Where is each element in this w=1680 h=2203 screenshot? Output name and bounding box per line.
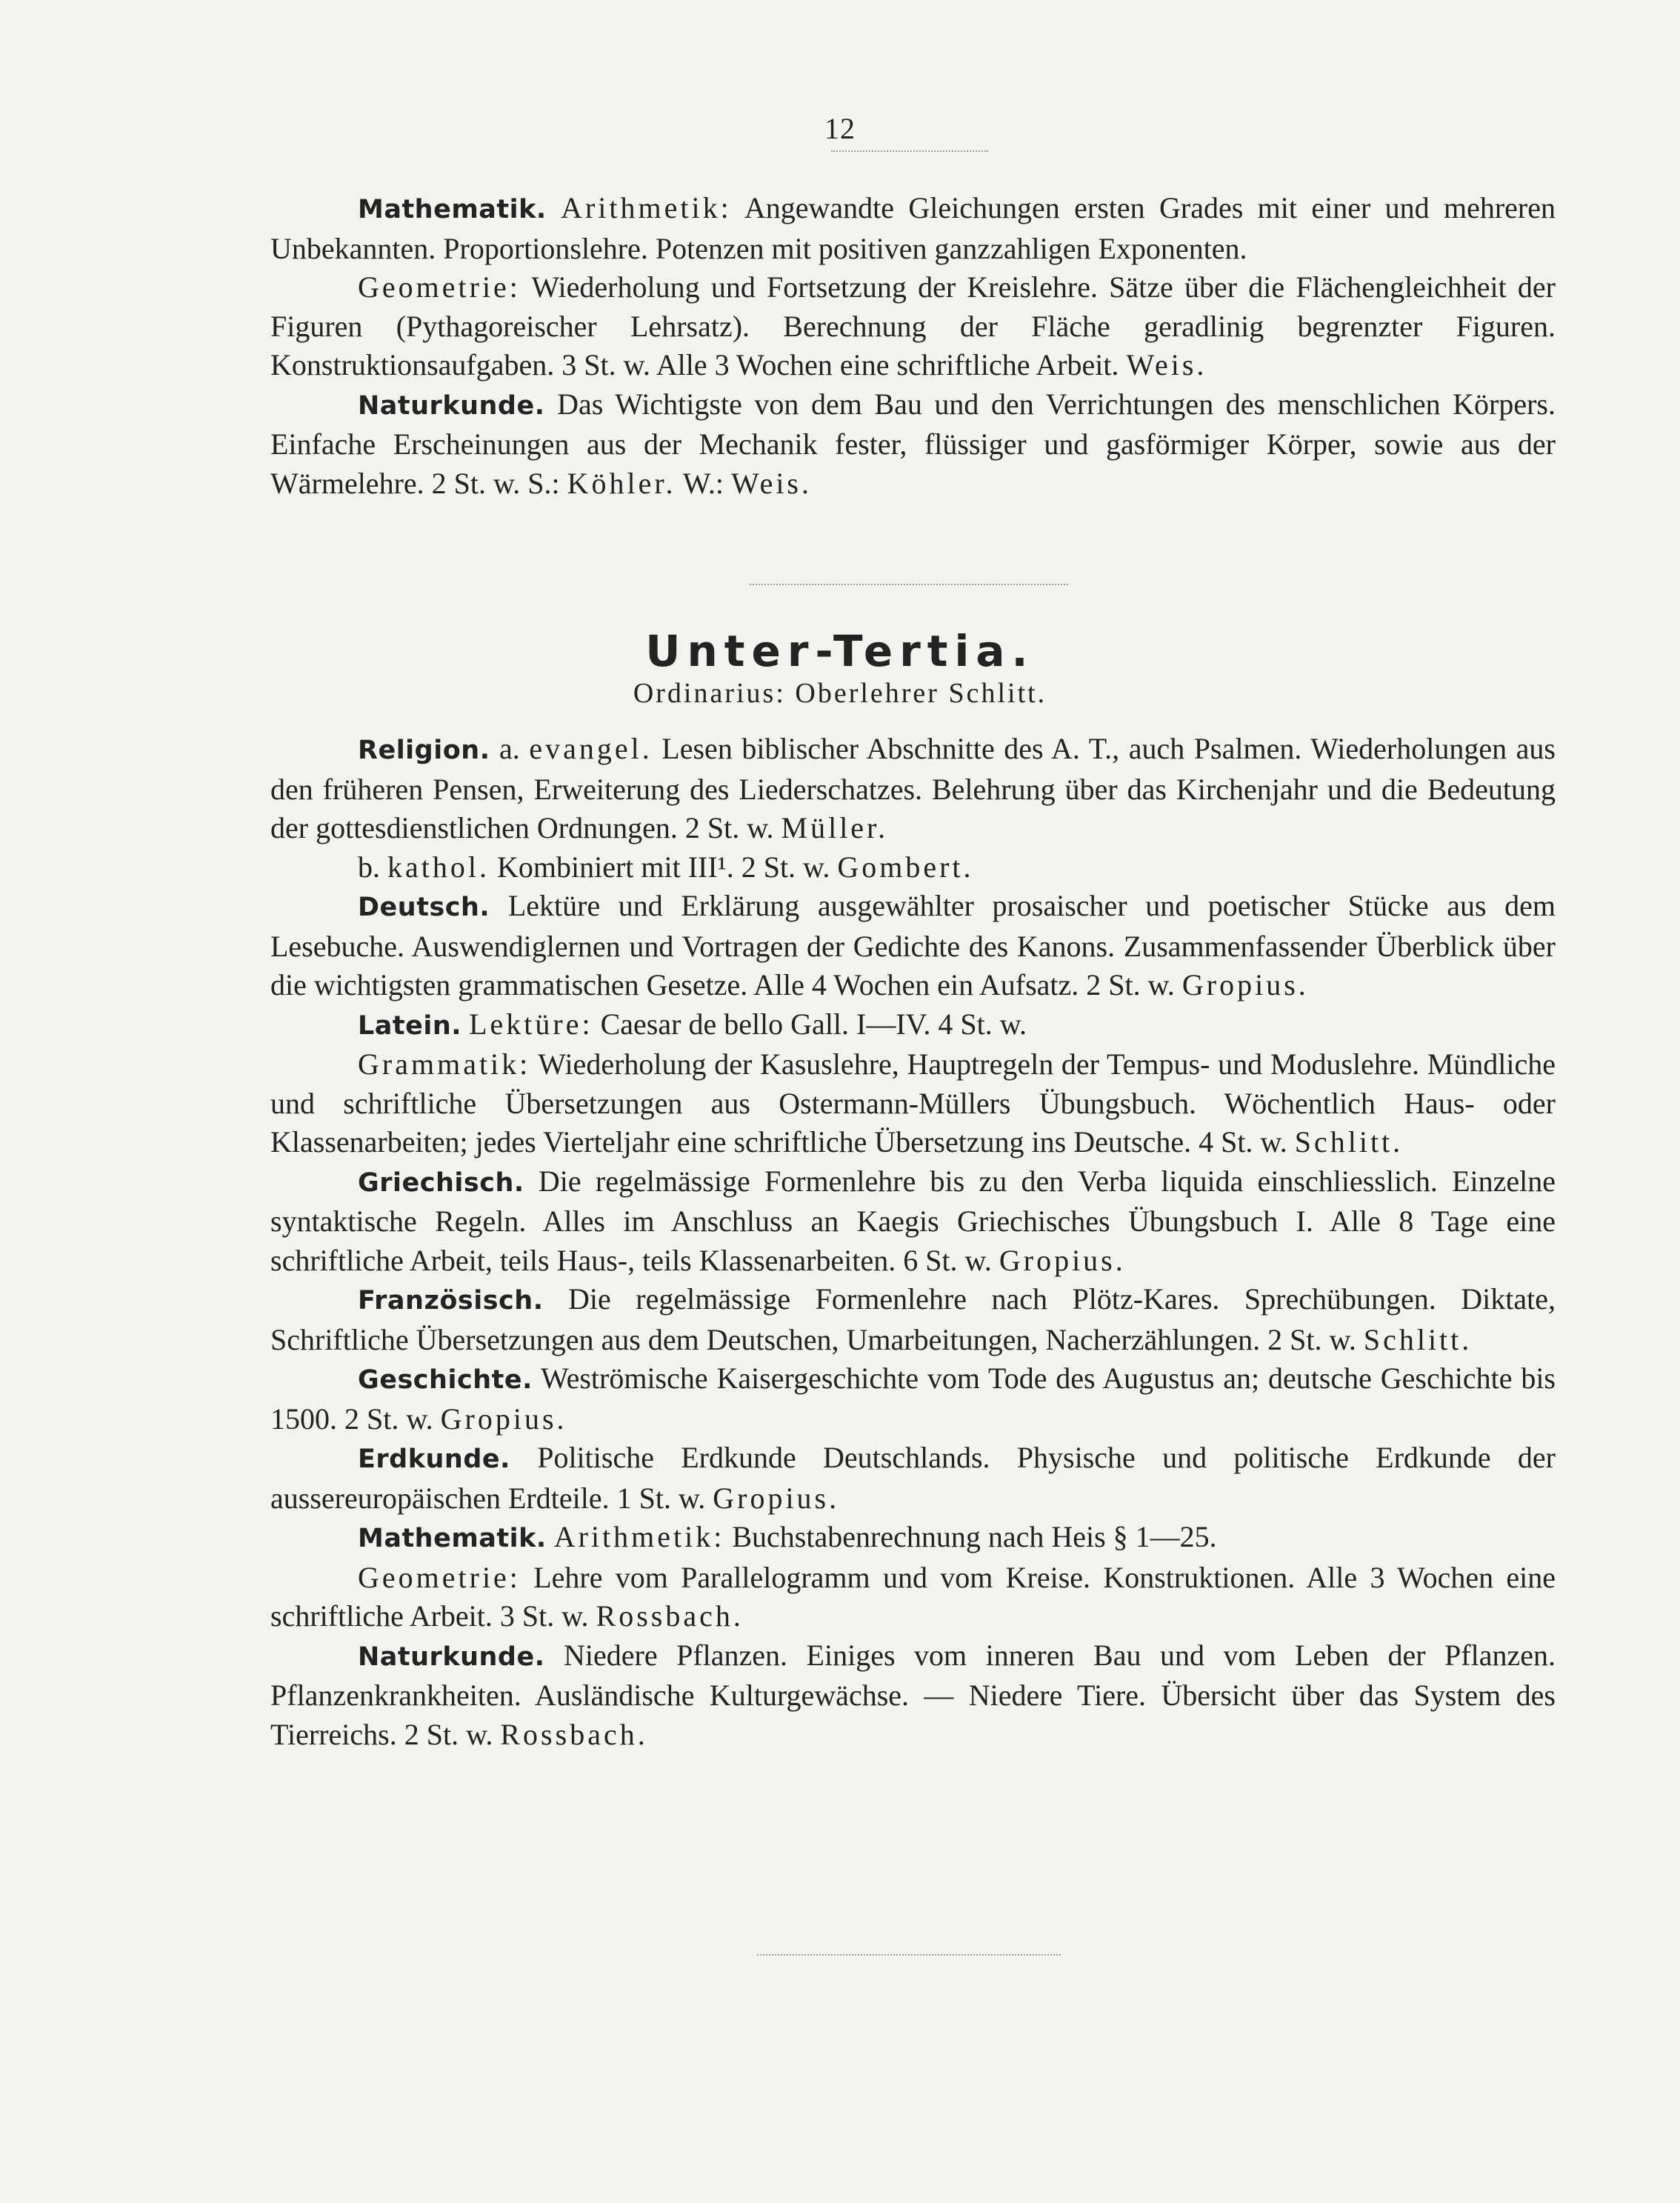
- text-run: Buchstabenrechnung nach Heis § 1—25.: [724, 1520, 1217, 1553]
- spaced-text: Geometrie:: [358, 1560, 521, 1594]
- subject-heading: Geschichte.: [358, 1365, 533, 1395]
- spaced-text: evangel.: [529, 732, 653, 765]
- text-run: a.: [490, 732, 530, 765]
- text-run: [547, 191, 561, 224]
- text-run: Die regelmässige Formenlehre bis zu den Verba liquida einschliesslich. Einzelne syntaktische Regeln. Alles im Anschluss an Kaegis Griechisches Übungsbuch I. Alle 8 Tage eine schriftliche Arbeit, teils Haus-, teils Klassenarbeiten. 6 St. w.: [270, 1164, 1556, 1277]
- paragraph: [270, 730, 1556, 848]
- subject-heading: Französisch.: [358, 1286, 544, 1316]
- text-run: [547, 1520, 554, 1553]
- text-run: Niedere Pflanzen. Einiges vom inneren Bau und vom Leben der Pflanzen. Pflanzenkrankheiten. Ausländische Kulturgewächse. — Niedere Tiere. Übersicht über das System des Tierreichs. 2 St. w.: [270, 1638, 1556, 1751]
- page-number: 12: [824, 112, 856, 145]
- spaced-text: Weis.: [1126, 348, 1207, 381]
- text-run: Wiederholung der Kasuslehre, Hauptregeln der Tempus- und Moduslehre. Mündliche und schriftliche Übersetzungen aus Ostermann-Müllers Übungsbuch. Wöchentlich Haus- oder Klassenarbeiten; jedes Vierteljahr eine schriftliche Übersetzung ins Deutsche. 4 St. w.: [270, 1047, 1556, 1159]
- subject-heading: Religion.: [358, 736, 490, 765]
- text-run: Lehre vom Parallelogramm und vom Kreise. Konstruktionen. Alle 3 Wochen eine schriftliche Arbeit. 3 St. w.: [270, 1560, 1556, 1633]
- spaced-text: Rossbach.: [596, 1599, 744, 1633]
- paragraph: [270, 848, 1556, 887]
- spaced-text: Gropius.: [1181, 968, 1309, 1001]
- paragraph: [270, 268, 1556, 385]
- subject-heading: Latein.: [358, 1010, 462, 1041]
- paragraph: [270, 887, 1556, 1005]
- paragraph: [270, 1636, 1556, 1755]
- subject-heading: Mathematik.: [358, 1524, 547, 1553]
- text-run: Caesar de bello Gall. I—IV. 4 St. w.: [593, 1007, 1027, 1041]
- paragraph: [270, 1162, 1556, 1281]
- header-divider: [831, 150, 988, 152]
- subject-heading: Naturkunde.: [358, 1642, 545, 1672]
- paragraph: [270, 1359, 1556, 1439]
- spaced-text: Grammatik:: [358, 1047, 531, 1081]
- text-run: [461, 1007, 469, 1041]
- subject-heading: Naturkunde.: [358, 390, 545, 421]
- subject-heading: Deutsch.: [358, 893, 490, 922]
- spaced-text: Schlitt.: [1294, 1125, 1404, 1159]
- spaced-text: Rossbach.: [500, 1717, 648, 1751]
- text-run: Angewandte Gleichungen ersten Grades mit einer und mehreren Unbekannten. Proportionslehre. Potenzen mit positiven ganzzahligen Exponenten.: [270, 191, 1556, 265]
- text-run: Weströmische Kaisergeschichte vom Tode des Augustus an; deutsche Geschichte bis 1500. 2 St. w.: [270, 1362, 1556, 1436]
- paragraph: [270, 1045, 1556, 1162]
- spaced-text: Gropius.: [713, 1481, 840, 1515]
- spaced-text: Geometrie:: [358, 270, 521, 304]
- paragraph: [270, 1005, 1556, 1046]
- spaced-text: Weis.: [731, 466, 812, 500]
- spaced-text: Köhler.: [567, 466, 676, 500]
- ordinarius-line: Ordinarius: Oberlehrer Schlitt.: [633, 678, 1047, 709]
- spaced-text: Arithmetik:: [561, 191, 732, 224]
- spaced-text: Müller.: [781, 811, 889, 844]
- spaced-text: Gombert.: [837, 850, 974, 884]
- subject-heading: Mathematik.: [358, 195, 547, 224]
- section-title: Unter-Tertia.: [645, 626, 1035, 676]
- paragraph: [270, 1559, 1556, 1636]
- spaced-text: Schlitt.: [1363, 1322, 1473, 1356]
- spaced-text: Arithmetik:: [553, 1520, 725, 1553]
- text-run: Politische Erdkunde Deutschlands. Physische und politische Erdkunde der aussereuropäischen Erdteile. 1 St. w.: [270, 1441, 1556, 1515]
- text-run: Das Wichtigste von dem Bau und den Verrichtungen des menschlichen Körpers. Einfache Erscheinungen aus der Mechanik fester, flüssiger und gasförmiger Körper, sowie aus der Wärmelehre. 2 St. w. S.:: [270, 387, 1556, 500]
- section-divider: [750, 584, 1068, 585]
- spaced-text: Gropius.: [440, 1402, 567, 1436]
- text-run: Lesen biblischer Abschnitte des A. T., auch Psalmen. Wiederholungen aus den früheren Pensen, Erweiterung des Liederschatzes. Belehrung über das Kirchenjahr und die Bedeutung der gottesdienstlichen Ordnungen. 2 St. w.: [270, 732, 1556, 844]
- paragraph: [270, 385, 1556, 504]
- subject-heading: Griechisch.: [358, 1167, 524, 1198]
- end-divider: [757, 1954, 1061, 1956]
- text-run: b.: [358, 850, 387, 884]
- paragraph: [270, 189, 1556, 268]
- text-run: Lektüre und Erklärung ausgewählter prosaischer und poetischer Stücke aus dem Lesebuche. Auswendiglernen und Vortragen der Gedichte des Kanons. Zusammenfassender Überblick über die wichtigsten grammatischen Gesetze. Alle 4 Wochen ein Aufsatz. 2 St. w.: [270, 889, 1556, 1001]
- subject-heading: Erdkunde.: [358, 1444, 510, 1474]
- paragraph: [270, 1518, 1556, 1559]
- text-run: W.:: [676, 466, 732, 500]
- unter-tertia-text: [270, 730, 1556, 1754]
- paragraph: [270, 1280, 1556, 1359]
- previous-section-text: [270, 189, 1556, 503]
- paragraph: [270, 1439, 1556, 1518]
- text-run: Kombiniert mit III¹. 2 St. w.: [489, 850, 838, 884]
- text-run: Wiederholung und Fortsetzung der Kreislehre. Sätze über die Flächengleichheit der Figuren (Pythagoreischer Lehrsatz). Berechnung der Fläche geradlinig begrenzter Figuren. Konstruktionsaufgaben. 3 St. w. Alle 3 Wochen eine schriftliche Arbeit.: [270, 270, 1556, 381]
- spaced-text: kathol.: [387, 850, 490, 884]
- spaced-text: Lektüre:: [469, 1007, 593, 1041]
- text-run: Die regelmässige Formenlehre nach Plötz-Kares. Sprechübungen. Diktate, Schriftliche Übersetzungen aus dem Deutschen, Umarbeitungen, Nacherzählungen. 2 St. w.: [270, 1282, 1556, 1356]
- spaced-text: Gropius.: [999, 1243, 1126, 1277]
